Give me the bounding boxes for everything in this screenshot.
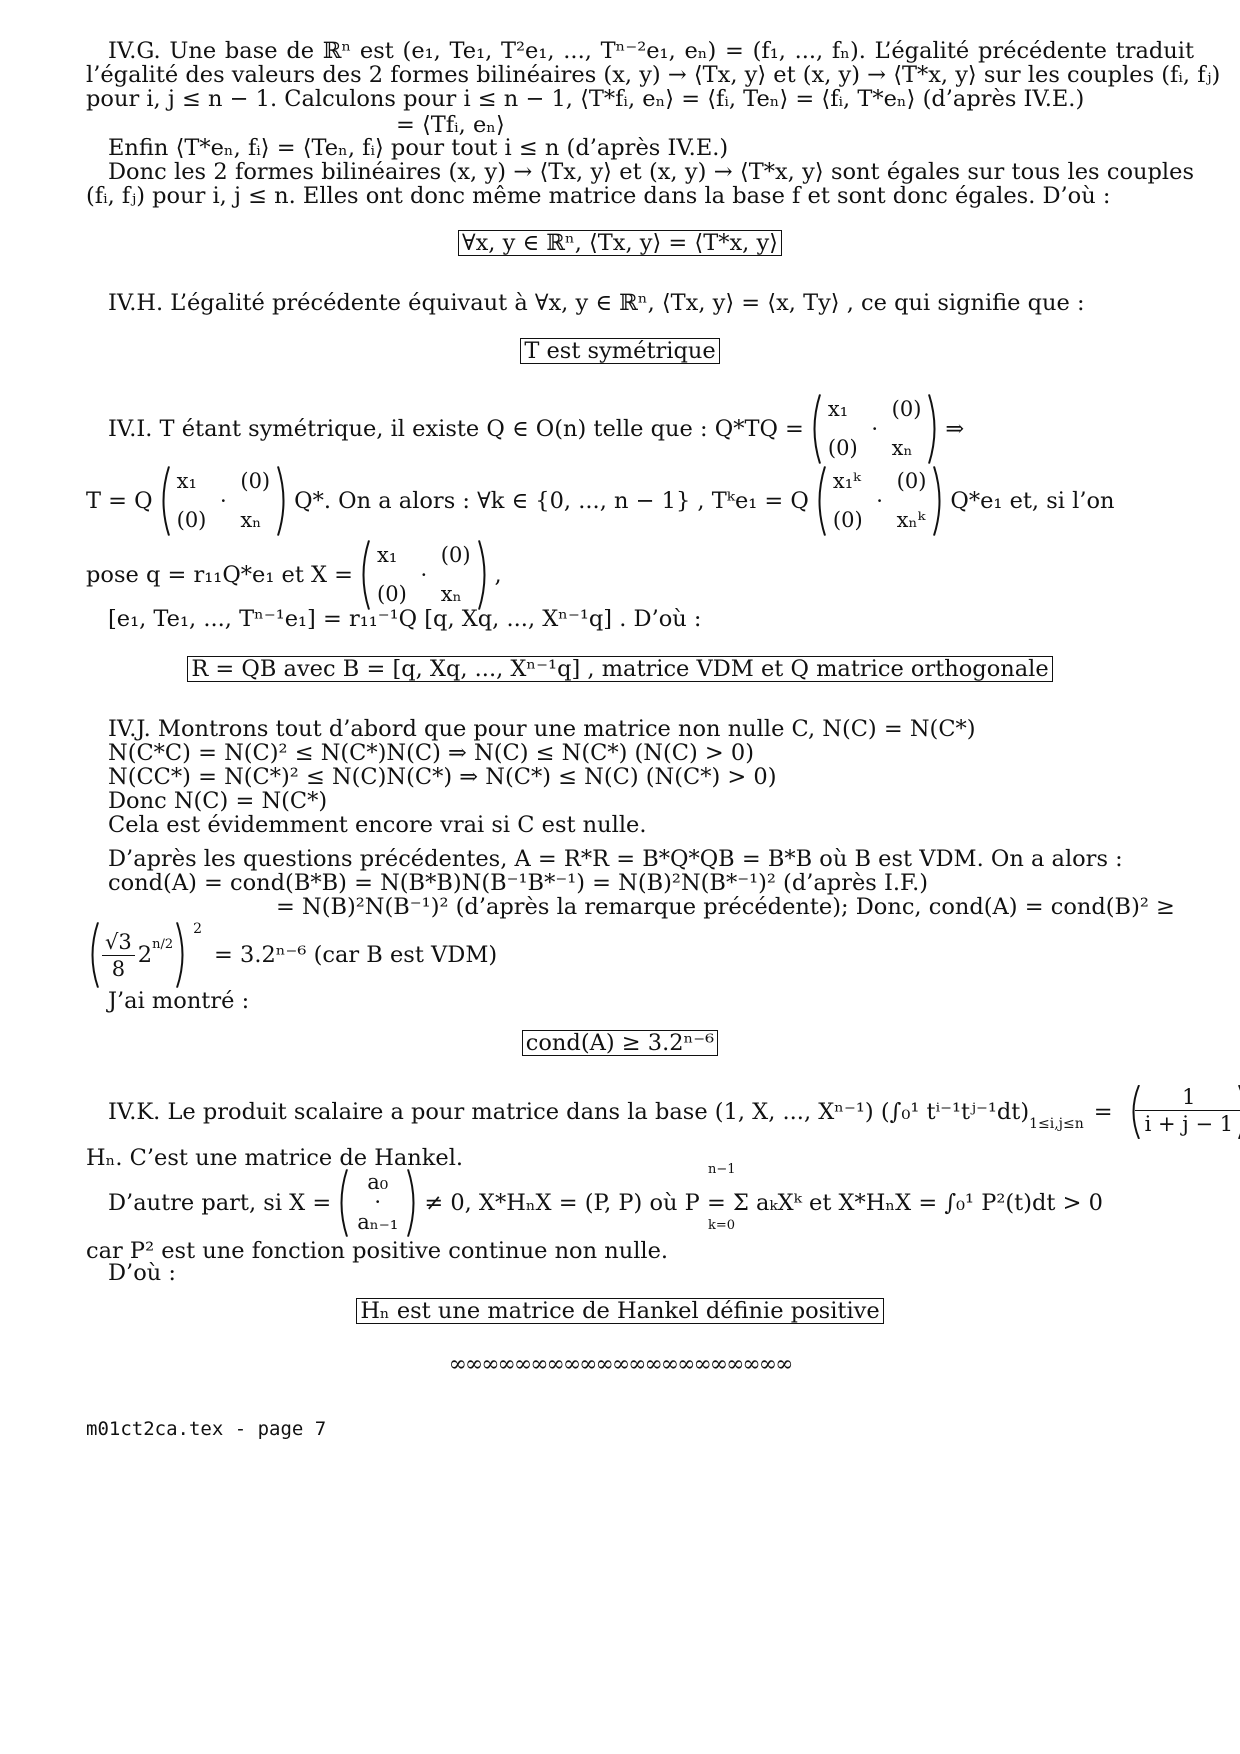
k-line-3-pre: D’autre part, si X = <box>108 1190 332 1216</box>
g-result-box: ∀x, y ∈ ℝⁿ, ⟨Tx, y⟩ = ⟨T*x, y⟩ <box>458 230 782 256</box>
sum-top: n−1 <box>708 1162 736 1177</box>
mat-entry: (0) <box>827 436 858 460</box>
j-line-4: Donc N(C) = N(C*) <box>108 788 328 814</box>
k-row-1: IV.K. Le produit scalaire a pour matrice dans la base (1, X, ..., Xⁿ⁻¹) (∫₀¹ tⁱ⁻¹tʲ⁻¹dt) $_{1\le i,j\le n}$ = $\frac{1}{i + j - 1}$ <box>108 1082 1194 1142</box>
k-result <box>0 1298 1240 1325</box>
column-vector <box>335 1168 420 1238</box>
j-line-9: = 3.2ⁿ⁻⁶ (car B est VDM) <box>214 942 498 968</box>
mat-entry: xₙ <box>891 436 913 460</box>
mat-dot: · <box>420 563 428 587</box>
vec-entry: aₙ₋₁ <box>357 1210 399 1234</box>
mat-entry: x₁ <box>377 543 398 567</box>
g-line-5: Enfin ⟨T*eₙ, fᵢ⟩ = ⟨Teₙ, fᵢ⟩ pour tout i ≤ n (d’après IV.E.) <box>108 135 729 161</box>
i-result-box: R = QB avec B = [q, Xq, ..., Xⁿ⁻¹q] , matrice VDM et Q matrice orthogonale <box>187 656 1052 682</box>
i-result <box>0 656 1240 683</box>
mat-entry: (0) <box>176 508 207 532</box>
h-result-box: T est symétrique <box>520 338 719 364</box>
i-row-2-post: Q*e₁ et, si l’on <box>950 488 1115 514</box>
mat-entry: x₁ <box>827 397 849 421</box>
separator: ∞∞∞∞∞∞∞∞∞∞∞∞∞∞∞∞∞∞∞∞∞ <box>448 1352 792 1377</box>
diag-matrix-4 <box>357 539 491 611</box>
h-result <box>0 338 1240 365</box>
g-line-6: Donc les 2 formes bilinéaires (x, y) → ⟨Tx, y⟩ et (x, y) → ⟨T*x, y⟩ sont égales sur tous les couples <box>108 159 1194 185</box>
mat-dot: · <box>871 417 878 441</box>
i-row-3-post: , <box>494 562 502 588</box>
mat-entry: (0) <box>896 469 927 493</box>
k-result-box: Hₙ est une matrice de Hankel définie positive <box>356 1298 883 1324</box>
mat-entry: xₙᵏ <box>896 508 926 532</box>
g-result <box>0 230 1240 257</box>
k-equals: = <box>1093 1099 1113 1125</box>
frac-tail: 2 <box>137 942 153 968</box>
k-frac-group <box>1127 1084 1240 1140</box>
k-row-3 <box>108 1166 1194 1240</box>
mat-dot: · <box>876 489 883 513</box>
i-row-3-pre: pose q = r₁₁Q*e₁ et X = <box>86 562 354 588</box>
i-row-1-implies: ⇒ <box>945 416 965 442</box>
vec-dot: · <box>374 1190 382 1214</box>
i-row-2-pre: T = Q <box>86 488 153 514</box>
g-line-3: pour i, j ≤ n − 1. Calculons pour i ≤ n − 1, ⟨T*fᵢ, eₙ⟩ = ⟨fᵢ, Teₙ⟩ = ⟨fᵢ, T*eₙ⟩ (d’après IV.E.) <box>86 86 1085 112</box>
j-line-7: cond(A) = cond(B*B) = N(B*B)N(B⁻¹B*⁻¹) = N(B)²N(B*⁻¹)² (d’après I.F.) <box>108 870 929 896</box>
mat-entry: (0) <box>891 397 922 421</box>
k-line-2: Hₙ. C’est une matrice de Hankel. <box>86 1145 464 1171</box>
k-line-3-post: ≠ 0, X*HₙX = (P, P) où P = Σ aₖXᵏ et X*HₙX = ∫₀¹ P²(t)dt > 0 <box>424 1190 1103 1216</box>
mat-entry: x₁ <box>176 469 197 493</box>
mat-entry: (0) <box>832 508 863 532</box>
k-line-1: IV.K. Le produit scalaire a pour matrice dans la base (1, X, ..., Xⁿ⁻¹) (∫₀¹ tⁱ⁻¹tʲ⁻¹dt) <box>108 1099 1030 1125</box>
k-frac-num: 1 <box>1135 1084 1240 1111</box>
g-line-7: (fᵢ, fⱼ) pour i, j ≤ n. Elles ont donc même matrice dans la base f et sont donc égales. D’où : <box>86 183 1111 209</box>
h-line-1: IV.H. L’égalité précédente équivaut à ∀x, y ∈ ℝⁿ, ⟨Tx, y⟩ = ⟨x, Ty⟩ , ce qui signifie que : <box>108 290 1085 316</box>
mat-entry: xₙ <box>240 508 262 532</box>
j-line-3: N(CC*) = N(C*)² ≤ N(C)N(C*) ⇒ N(C*) ≤ N(C) (N(C*) > 0) <box>108 764 777 790</box>
j-line-5: Cela est évidemment encore vrai si C est nulle. <box>108 812 647 838</box>
j-line-10: J’ai montré : <box>108 988 250 1014</box>
frac-numerator: √3 <box>102 929 135 956</box>
j-line-8: = N(B)²N(B⁻¹)² (d’après la remarque précédente); Donc, cond(A) = cond(B)² ≥ <box>276 894 1175 920</box>
g-line-1: IV.G. Une base de ℝⁿ est (e₁, Te₁, T²e₁, ..., Tⁿ⁻²e₁, eₙ) = (f₁, ..., fₙ). L’égalité précédente traduit <box>108 38 1194 64</box>
big-paren-group: $\frac{√3}{8}$ 2 $^{n/2}$ <box>86 921 189 989</box>
mat-entry: (0) <box>440 543 471 567</box>
i-row-2-mid: Q*. On a alors : ∀k ∈ {0, ..., n − 1} , Tᵏe₁ = Q <box>294 488 809 514</box>
mat-entry: (0) <box>240 469 271 493</box>
mat-entry: (0) <box>377 582 407 606</box>
j-result-box: cond(A) ≥ 3.2ⁿ⁻⁶ <box>522 1030 718 1056</box>
k-line-4: car P² est une fonction positive continue non nulle. <box>86 1238 669 1264</box>
j-result <box>0 1030 1240 1057</box>
footer: m01ct2ca.tex - page 7 <box>86 1418 327 1440</box>
vec-entry: a₀ <box>367 1170 389 1194</box>
j-fraction-row: $\frac{√3}{8}$ 2 $^{n/2}$ $^2$ = 3.2ⁿ⁻⁶ (car B est VDM) <box>86 918 1194 992</box>
sum-bottom: k=0 <box>708 1218 736 1233</box>
mat-entry: xₙ <box>440 582 462 606</box>
g-line-4: = ⟨Tfᵢ, eₙ⟩ <box>396 112 505 138</box>
k-line-5: D’où : <box>108 1260 176 1286</box>
frac-denominator: 8 <box>111 956 126 981</box>
j-line-6: D’après les questions précédentes, A = R*R = B*Q*QB = B*B où B est VDM. On a alors : <box>108 846 1123 872</box>
i-row-1-text: IV.I. T étant symétrique, il existe Q ∈ O(n) telle que : Q*TQ = <box>108 416 804 442</box>
j-line-2: N(C*C) = N(C)² ≤ N(C*)N(C) ⇒ N(C) ≤ N(C*) (N(C) > 0) <box>108 740 755 766</box>
mat-dot: · <box>220 489 227 513</box>
i-line-4: [e₁, Te₁, ..., Tⁿ⁻¹e₁] = r₁₁⁻¹Q [q, Xq, ..., Xⁿ⁻¹q] . D’où : <box>108 606 702 632</box>
j-line-1: IV.J. Montrons tout d’abord que pour une matrice non nulle C, N(C) = N(C*) <box>108 716 976 742</box>
mat-entry: x₁ᵏ <box>832 469 861 493</box>
g-line-2: l’égalité des valeurs des 2 formes bilinéaires (x, y) → ⟨Tx, y⟩ et (x, y) → ⟨T*x, y⟩ sur les couples (fᵢ, fⱼ) <box>86 62 1221 88</box>
k-frac-den: i + j − 1 <box>1144 1112 1234 1136</box>
